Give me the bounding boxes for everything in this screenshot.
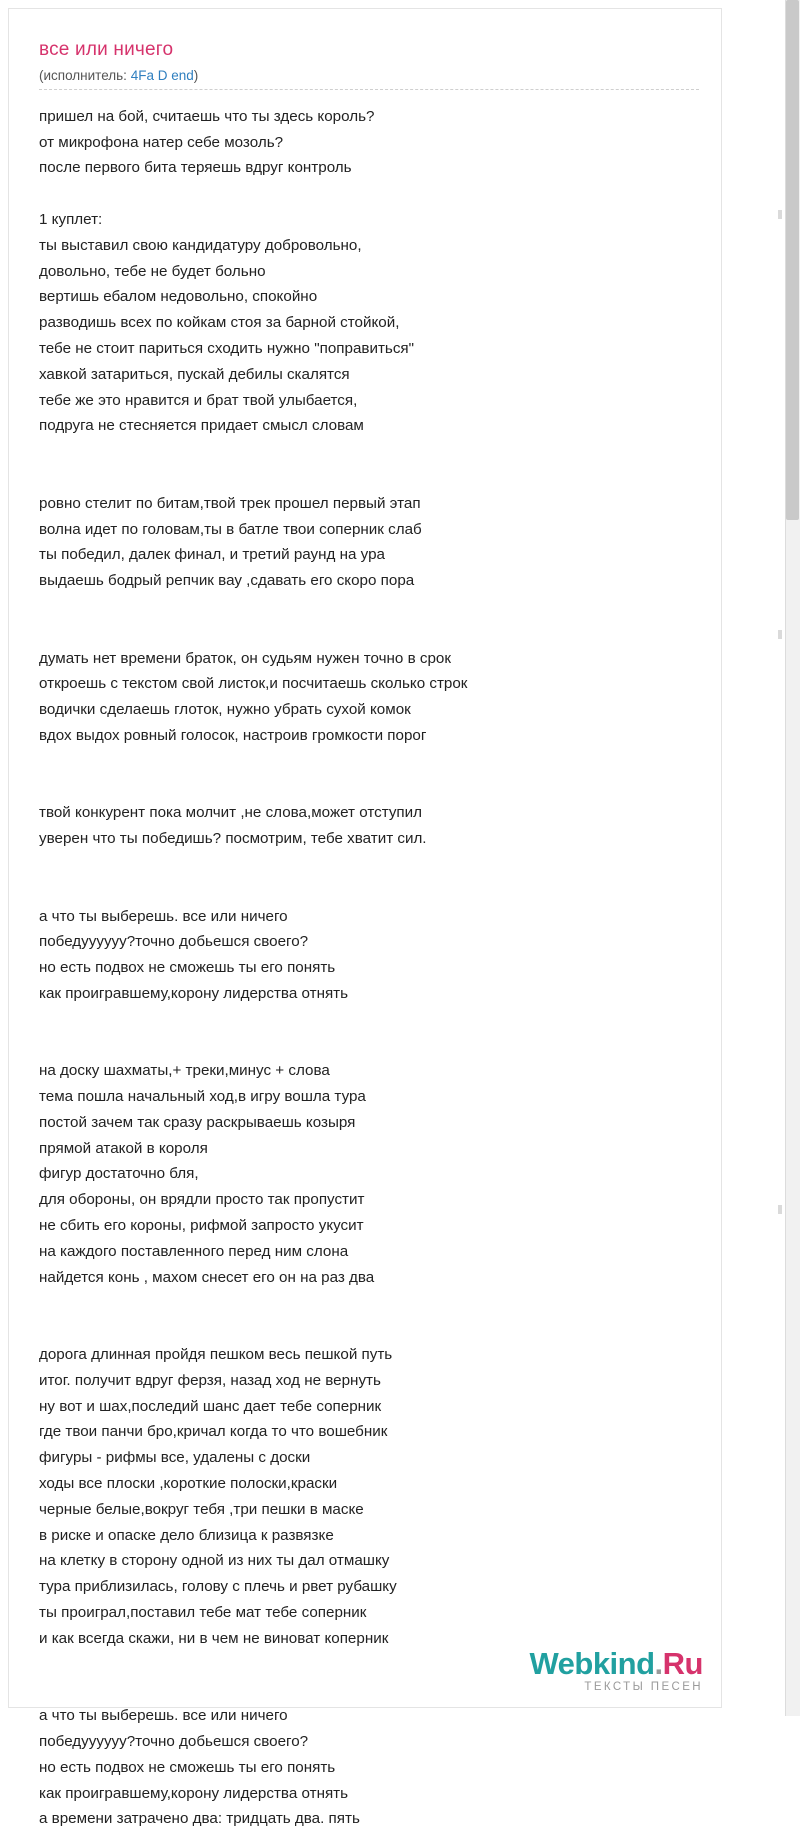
watermark-dot: . [654, 1646, 663, 1681]
lyrics-sheet [8, 8, 722, 1828]
scrollbar-thumb[interactable] [786, 0, 799, 520]
watermark-brand [529, 1648, 703, 1679]
scrollbar-track[interactable] [785, 0, 800, 1716]
watermark-brand-name: Webkind [529, 1646, 655, 1681]
artist-line [39, 68, 701, 83]
side-mark [778, 630, 782, 639]
content-area [39, 39, 701, 1832]
side-mark [778, 1205, 782, 1214]
side-marks [778, 0, 782, 1716]
artist-suffix: ) [193, 67, 199, 83]
watermark-tagline: ТЕКСТЫ ПЕСЕН [584, 1681, 703, 1693]
page-title: все или ничего [39, 39, 174, 60]
watermark [529, 1648, 703, 1693]
divider [39, 89, 699, 90]
lyrics-text: пришел на бой, считаешь что ты здесь король? от микрофона натер себе мозоль? после первого бита теряешь вдруг контроль 1 куплет: ты выставил свою кандидатуру добровольно, довольно, тебе не будет больно вертишь ебалом недовольно, спокойно разводишь всех по койкам стоя за барной стойкой, тебе не стоит париться сходить нужно "поправиться" хавкой затариться, пускай дебилы скалятся тебе же это нравится и брат твой улыбается, подруга не стесняется придает смысл словам ровно стелит по битам,твой трек прошел первый этап волна идет по головам,ты в батле твои соперник слаб ты победил, далек финал, и третий раунд на ура выдаешь бодрый репчик вау ,сдавать его скоро пора думать нет времени браток, он судьям нужен точно в срок откроешь с текстом свой листок,и посчитаешь сколько строк водички сделаешь глоток, нужно убрать сухой комок вдох выдох ровный голосок, настроив громкости порог твой конкурент пока молчит ,не слова,может отступил уверен что ты победишь? посмотрим, тебе хватит сил. а что ты выберешь. все или ничего победуууууу?точно добьешся своего? но есть подвох не сможешь ты его понять как проигравшему,корону лидерства отнять на доску шахматы,+ треки,минус + слова тема пошла начальный ход,в игру вошла тура постой зачем так сразу раскрываешь козыря прямой атакой в короля фигур достаточно бля, для обороны, он врядли просто так пропустит не сбить его короны, рифмой запросто укусит на каждого поставленного перед ним слона найдется конь , махом снесет его он на раз два дорога длинная пройдя пешком весь пешкой путь итог. получит вдруг ферзя, назад ход не вернуть ну вот и шах,последий шанс дает тебе соперник где твои панчи бро,кричал когда то что вошебник фигуры - рифмы все, удалены с доски ходы все плоски ,короткие полоски,краски черные белые,вокруг тебя ,три пешки в маске в риске и опаске дело близица к развязке на клетку в сторону одной из них ты дал отмашку тура приблизилась, голову с плечь и рвет рубашку ты проиграл,поставил тебе мат тебе соперник и как всегда скажи, ни в чем не виноват коперник а что ты выберешь. все или ничего победуууууу?точно добьешся своего? но есть подвох не сможешь ты его понять как проигравшему,корону лидерства отнять а времени затрачено два: тридцать два. пять [39, 107, 468, 1828]
artist-link[interactable]: 4Fa D end [130, 67, 194, 83]
side-mark [778, 210, 782, 219]
watermark-zone: Ru [662, 1646, 703, 1681]
artist-prefix: (исполнитель: [39, 67, 131, 83]
